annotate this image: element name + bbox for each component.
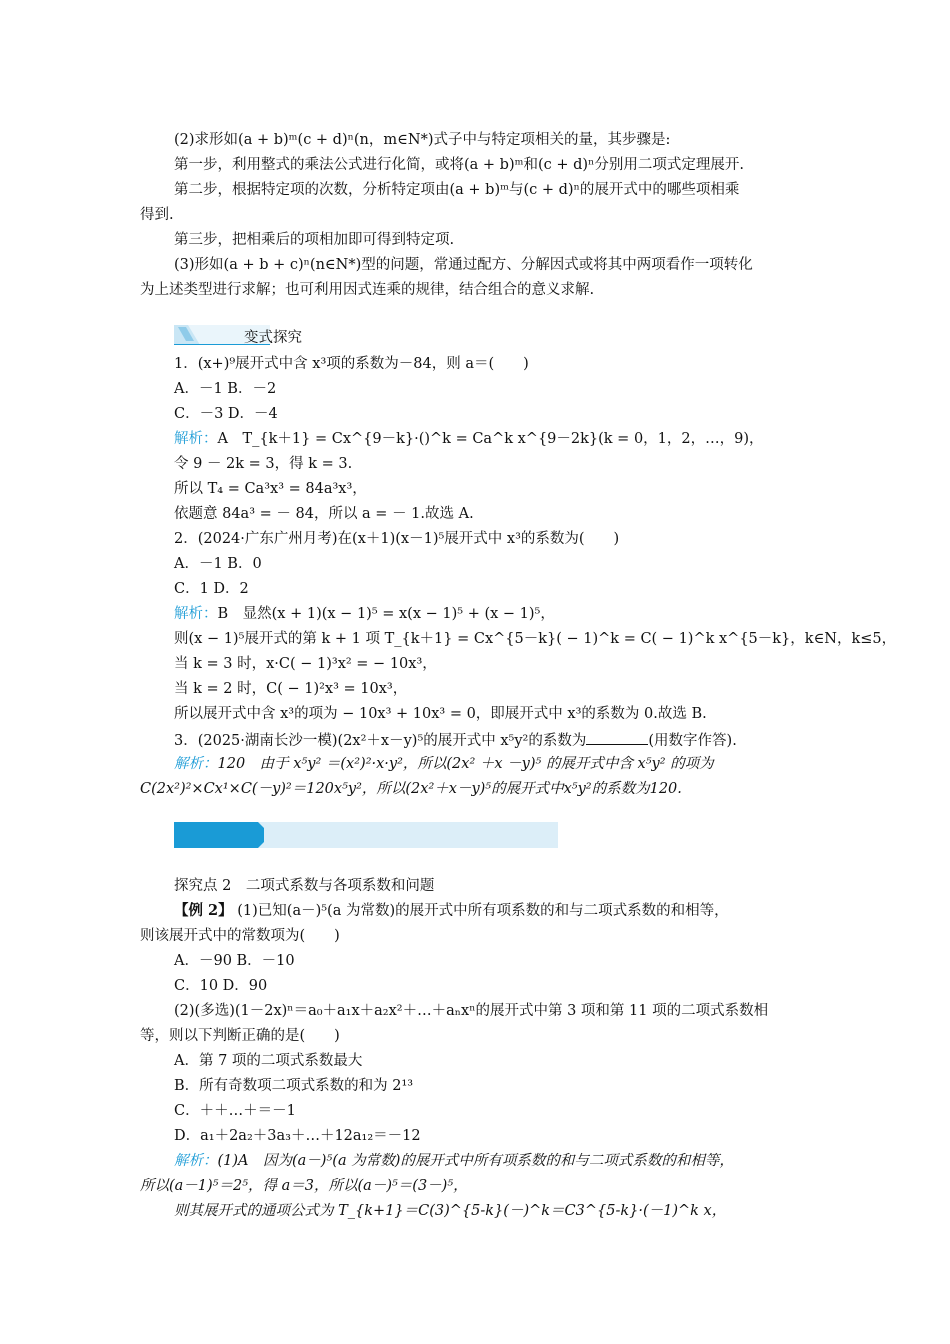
q3-stem-text: 3．(2025·湖南长沙一模)(2x²＋x－y)⁵的展开式中 x⁵y²的系数为	[174, 733, 587, 749]
example2-part1-cont: 则该展开式中的常数项为( )	[140, 928, 340, 944]
q2-solution-5: 所以展开式中含 x³的项为 − 10x³ + 10x³ = 0，即展开式中 x³的系数为 0.故选 B.	[174, 706, 707, 722]
ex2-option-a: A．第 7 项的二项式系数最大	[174, 1053, 363, 1069]
q1-solution-3: 所以 T₄ = Ca³x³ = 84a³x³，	[174, 481, 367, 497]
ex1-options-ab: A．－90 B．－10	[174, 953, 295, 969]
q1-solution-line	[174, 430, 764, 448]
ex2-option-b: B．所有奇数项二项式系数的和为 2¹³	[174, 1078, 414, 1094]
q2-solution-2: 则(x − 1)⁵展开式的第 k + 1 项 T_{k＋1} = Cx^{5－k}( − 1)^k = C( − 1)^k x^{5－k}，k∈N，k≤5，	[174, 631, 897, 647]
section-banner-graphic	[174, 822, 558, 848]
q1-solution-2: 令 9 － 2k = 3，得 k = 3.	[174, 456, 353, 472]
solution-label: 解析：	[174, 1153, 218, 1169]
method-p2: (2)求形如(a + b)ᵐ(c + d)ⁿ(n，m∈N*)式子中与特定项相关的量，其步骤是:	[174, 132, 671, 148]
example2-part2: (2)(多选)(1－2x)ⁿ＝a₀＋a₁x＋a₂x²＋…＋aₙxⁿ的展开式中第 3 项和第 11 项的二项式系数相	[174, 1003, 769, 1019]
q1-solution-4: 依题意 84a³ = － 84，所以 a = － 1.故选 A.	[174, 506, 474, 522]
ex-solution-text: (1)A 因为(a－)⁵(a 为常数)的展开式中所有项系数的和与二项式系数的和相等，	[217, 1153, 734, 1169]
method-step1: 第一步，利用整式的乘法公式进行化简，或将(a + b)ᵐ和(c + d)ⁿ分别用二项式定理展开.	[174, 157, 744, 173]
method-p3: (3)形如(a + b + c)ⁿ(n∈N*)型的问题，常通过配方、分解因式或将其中两项看作一项转化	[174, 257, 753, 273]
ex-solution-2: 所以(a－1)⁵＝2⁵，得 a＝3，所以(a－)⁵＝(3－)⁵，	[140, 1178, 468, 1194]
solution-label: 解析：	[174, 606, 218, 622]
method-p3-cont: 为上述类型进行求解；也可利用因式连乘的规律，结合组合的意义求解.	[140, 282, 595, 298]
solution-label: 解析：	[174, 756, 218, 772]
ex-solution-3: 则其展开式的通项公式为 T_{k+1}＝C(3)^{5-k}(－)^k＝C3^{5-k}·(－1)^k x，	[174, 1203, 727, 1219]
q2-options-ab: A．－1 B．0	[174, 556, 262, 572]
q2-options-cd: C．1 D．2	[174, 581, 249, 597]
q1-options-ab: A．－1 B．－2	[174, 381, 277, 397]
ex2-option-d: D．a₁＋2a₂＋3a₃＋…＋12a₁₂＝－12	[174, 1128, 421, 1144]
example-label: 【例 2】	[174, 902, 233, 919]
q3-solution-line	[174, 755, 714, 773]
point2-heading: 探究点 2 二项式系数与各项系数和问题	[174, 878, 435, 894]
variant-title: 变式探究	[244, 330, 302, 346]
q3-solution-2: C(2x²)²×Cx¹×C(－y)²＝120x⁵y²，所以(2x²＋x－y)⁵的展开式中x⁵y²的系数为120.	[140, 781, 682, 797]
q1-options-cd: C．－3 D．－4	[174, 406, 278, 422]
q3-solution-text: 120 由于 x⁵y² ＝(x²)²·x·y²，所以(2x² ＋x －y)⁵ 的展开式中含 x⁵y² 的项为	[217, 756, 714, 772]
example2-part2-cont: 等，则以下判断正确的是( )	[140, 1028, 340, 1044]
example2-part1: (1)已知(a－)⁵(a 为常数)的展开式中所有项系数的和与二项式系数的和相等，	[237, 903, 729, 919]
q2-solution-4: 当 k = 2 时，C( − 1)²x³ = 10x³，	[174, 681, 408, 697]
example2-line	[174, 902, 729, 920]
q2-stem: 2．(2024·广东广州月考)在(x＋1)(x－1)⁵展开式中 x³的系数为( )	[174, 531, 620, 547]
q2-solution-line	[174, 605, 555, 623]
q1-stem: 1．(x+)⁹展开式中含 x³项的系数为－84，则 a＝( )	[174, 356, 529, 372]
q3-stem	[174, 730, 737, 750]
q3-stem-tail: (用数字作答).	[648, 733, 737, 749]
ex1-options-cd: C．10 D．90	[174, 978, 268, 994]
method-step2-cont: 得到.	[140, 207, 174, 223]
method-step2: 第二步，根据特定项的次数，分析特定项由(a + b)ᵐ与(c + d)ⁿ的展开式中的哪些项相乘	[174, 182, 740, 198]
q2-solution-3: 当 k = 3 时，x·C( − 1)³x² = − 10x³，	[174, 656, 437, 672]
q2-solution-text: B 显然(x + 1)(x − 1)⁵ = x(x − 1)⁵ + (x − 1)⁵，	[217, 606, 555, 622]
method-step3: 第三步，把相乘后的项相加即可得到特定项.	[174, 232, 455, 248]
answer-blank	[586, 730, 648, 745]
ex2-option-c: C．＋＋…＋＝－1	[174, 1103, 296, 1119]
solution-label: 解析：	[174, 431, 218, 447]
q1-solution-text: A T_{k＋1} = Cx^{9－k}·()^k = Ca^k x^{9－2k}(k = 0，1，2，…，9)，	[217, 431, 764, 447]
ex-solution-line	[174, 1152, 734, 1170]
